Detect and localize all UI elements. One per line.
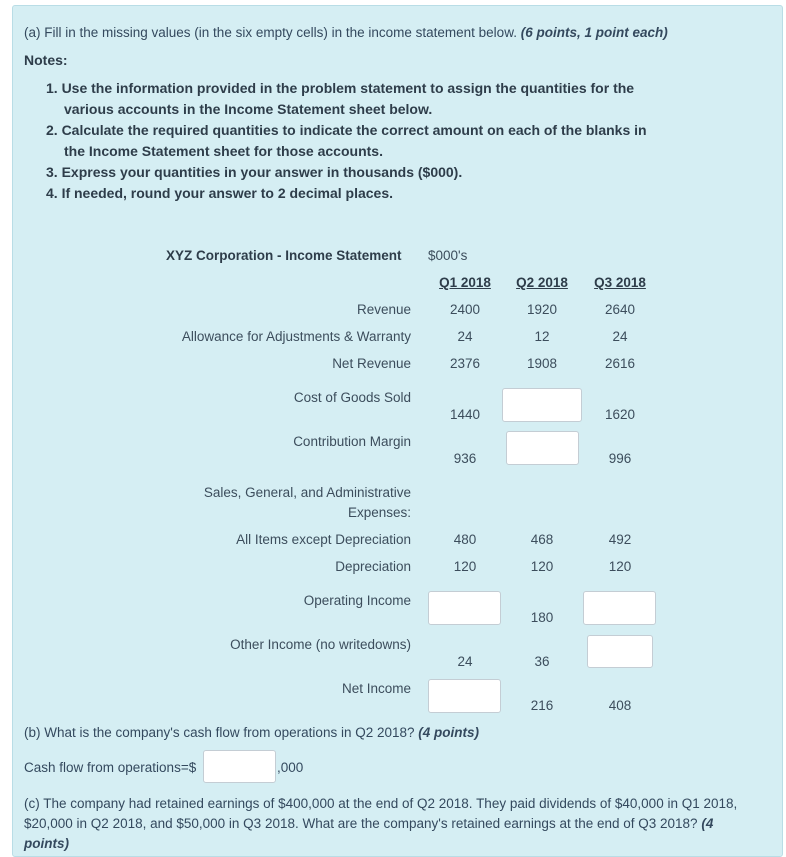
part-c-line-1: (c) The company had retained earnings of $400,000 at the end of Q2 2018. They paid dividends of $40,000 in Q1 2018, [24,796,738,811]
revenue-q2: 1920 [526,302,558,317]
contribution-q2-input[interactable] [507,432,578,464]
row-label-other-income: Other Income (no writedowns) [230,637,411,652]
note-4: 4. If needed, round your answer to 2 decimal places. [46,185,393,201]
all-items-q2: 468 [530,532,554,547]
row-label-sga-line-2: Expenses: [347,505,411,520]
row-label-contribution-margin: Contribution Margin [293,434,411,449]
cogs-q1: 1440 [449,407,481,422]
operating-income-q1-input[interactable] [429,592,500,624]
revenue-q1: 2400 [449,302,481,317]
net-income-q1-input[interactable] [429,680,500,712]
part-c-points-b: points) [24,836,69,851]
cogs-q2-input[interactable] [503,389,581,421]
cash-flow-input[interactable] [204,751,275,782]
part-c-points-a: (4 [701,816,714,831]
net-income-q1-input-box[interactable] [428,679,501,713]
all-items-q3: 492 [608,532,632,547]
net-revenue-q2: 1908 [526,356,558,371]
row-label-allowance: Allowance for Adjustments & Warranty [181,329,411,344]
col-header-q3: Q3 2018 [594,275,646,290]
net-revenue-q1: 2376 [449,356,481,371]
part-a-points: (6 points, 1 point each) [520,25,668,40]
operating-income-q3-input-box[interactable] [583,591,656,625]
note-1-line-1: 1. Use the information provided in the problem statement to assign the quantities for the [46,80,635,96]
contribution-q3: 996 [608,451,632,466]
net-income-q2: 216 [530,698,554,713]
cash-flow-suffix: ,000 [277,760,304,775]
part-c-line-3 [24,836,69,851]
note-2-line-2: the Income Statement sheet for those accounts. [64,143,383,159]
col-header-q2: Q2 2018 [516,275,568,290]
note-2-line-1: 2. Calculate the required quantities to indicate the correct amount on each of the blanks in [46,122,647,138]
cogs-q2-input-box[interactable] [502,388,582,422]
depreciation-q3: 120 [608,559,632,574]
allowance-q2: 12 [534,329,550,344]
other-income-q1: 24 [457,654,473,669]
other-income-q3-input-box[interactable] [587,635,653,668]
net-revenue-q3: 2616 [604,356,636,371]
allowance-q3: 24 [612,329,628,344]
col-header-q1: Q1 2018 [439,275,491,290]
row-label-net-revenue: Net Revenue [332,356,411,371]
net-income-q3: 408 [608,698,632,713]
cash-flow-input-box[interactable] [203,750,276,783]
row-label-sga-line-1: Sales, General, and Administrative [203,485,411,500]
note-1-line-2: various accounts in the Income Statement sheet below. [64,101,433,117]
depreciation-q1: 120 [453,559,477,574]
row-label-depreciation: Depreciation [335,559,411,574]
part-a-question [24,25,668,40]
contribution-q2-input-box[interactable] [506,431,579,465]
part-b-points: (4 points) [418,725,480,740]
row-label-net-income: Net Income [341,681,411,696]
row-label-operating-income: Operating Income [303,593,411,608]
part-c-line-2 [24,816,713,831]
operating-income-q1-input-box[interactable] [428,591,501,625]
part-c-line-2-text: $20,000 in Q2 2018, and $50,000 in Q3 2018. What are the company's retained earnings at the end of Q3 2018? [24,816,698,831]
row-label-cogs: Cost of Goods Sold [293,390,411,405]
revenue-q3: 2640 [604,302,636,317]
note-3: 3. Express your quantities in your answer in thousands ($000). [46,164,463,180]
part-b-question [24,725,479,740]
other-income-q3-input[interactable] [588,636,652,667]
cash-flow-prefix: Cash flow from operations=$ [24,760,197,775]
cogs-q3: 1620 [604,407,636,422]
contribution-q1: 936 [453,451,477,466]
table-unit: $000's [428,248,468,263]
part-b-question-text: (b) What is the company's cash flow from operations in Q2 2018? [24,725,415,740]
all-items-q1: 480 [453,532,477,547]
table-title: XYZ Corporation - Income Statement [166,248,402,263]
other-income-q2: 36 [534,654,550,669]
operating-income-q2: 180 [530,610,554,625]
row-label-all-items: All Items except Depreciation [236,532,411,547]
row-label-revenue: Revenue [356,302,411,317]
notes-title: Notes: [24,52,68,68]
allowance-q1: 24 [457,329,473,344]
part-a-question-text: (a) Fill in the missing values (in the six empty cells) in the income statement below. [24,25,517,40]
operating-income-q3-input[interactable] [584,592,655,624]
depreciation-q2: 120 [530,559,554,574]
